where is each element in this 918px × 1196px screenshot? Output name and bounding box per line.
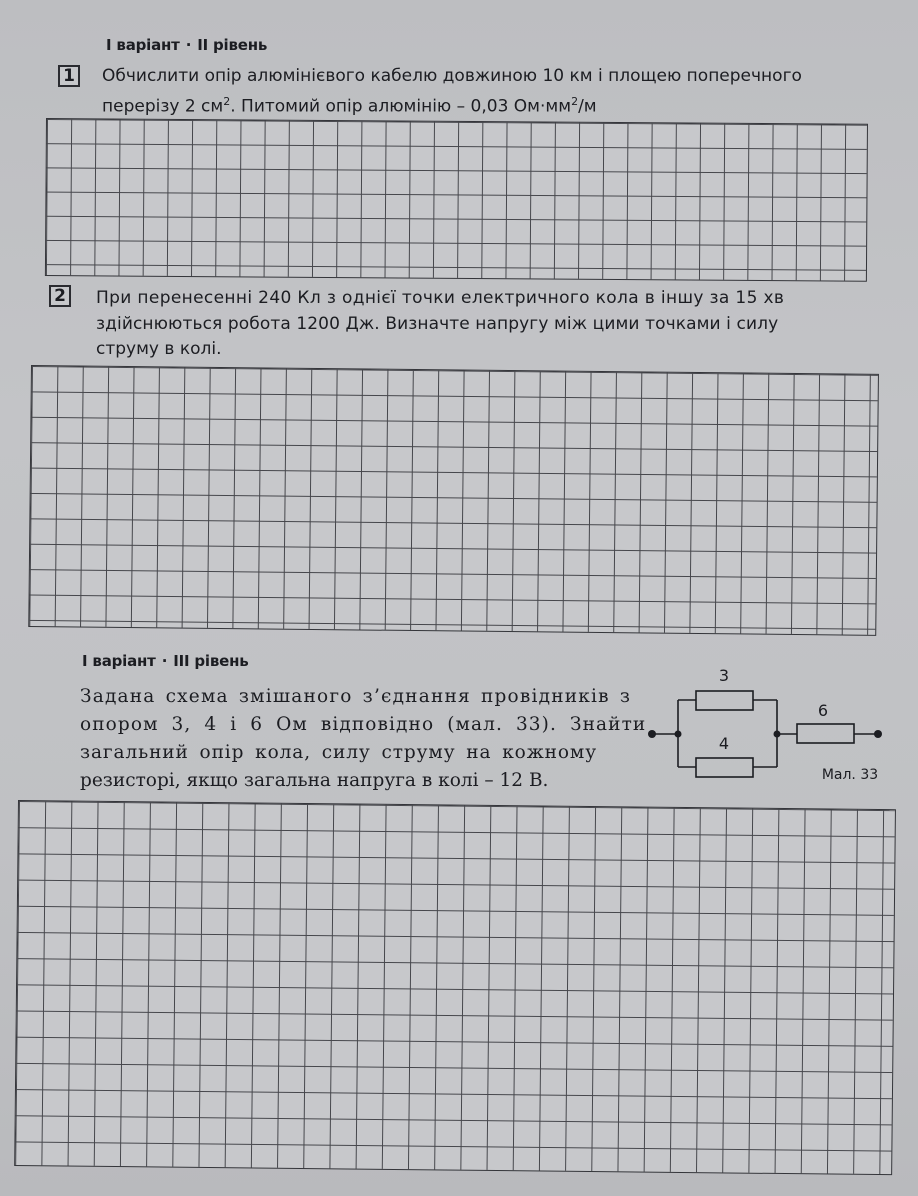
- task-2-line-1: При перенесенні 240 Кл з однієї точки електричного кола в іншу за 15 хв: [96, 288, 785, 308]
- resistor-6-label: 6: [817, 701, 829, 720]
- task-number-1: 1: [58, 65, 80, 87]
- task-1-text-b: . Питомий опір алюмінію – 0,03 Ом·мм: [230, 96, 572, 117]
- separator-dot: ·: [161, 652, 168, 670]
- answer-grid-1[interactable]: [45, 118, 868, 282]
- task-1-text-c: /м: [578, 96, 597, 117]
- task-3-line-4: резисторі, якщо загальна напруга в колі – 12 В.: [80, 770, 549, 791]
- task-3-line-2: опором 3, 4 і 6 Ом відповідно (мал. 33). Знайти: [80, 714, 647, 735]
- level-label: III рівень: [173, 652, 249, 670]
- answer-grid-2[interactable]: [28, 365, 879, 636]
- resistor-4: [696, 758, 753, 777]
- task-2-line-3: струму в колі.: [96, 339, 222, 359]
- resistor-6: [797, 724, 854, 743]
- variant-label: I варіант: [106, 36, 180, 54]
- junction-left-dot: [675, 731, 682, 738]
- resistor-4-label: 4: [718, 734, 730, 753]
- task-1-text-a: перерізу 2 см: [102, 96, 224, 117]
- superscript-2b: 2: [571, 95, 579, 108]
- separator-dot: ·: [185, 36, 192, 54]
- answer-grid-3[interactable]: [14, 800, 896, 1175]
- task-number-2: 2: [49, 285, 71, 307]
- terminal-right-dot: [874, 730, 882, 738]
- terminal-left-dot: [648, 730, 656, 738]
- task-3-line-3: загальний опір кола, силу струму на кожному: [80, 742, 597, 763]
- superscript-2: 2: [223, 95, 231, 108]
- resistor-3-label: 3: [718, 666, 730, 685]
- task-2-line-2: здійснюються робота 1200 Дж. Визначте напругу між цими точками і силу: [96, 314, 779, 334]
- circuit-diagram: [642, 660, 892, 790]
- section-heading-level-2: [106, 36, 267, 54]
- section-heading-level-3: [82, 652, 249, 670]
- task-3-line-1: Задана схема змішаного з’єднання провідників з: [80, 686, 632, 707]
- resistor-3: [696, 691, 753, 710]
- task-1-line-1: Обчислити опір алюмінієвого кабелю довжиною 10 км і площею поперечного: [102, 66, 802, 86]
- variant-label: I варіант: [82, 652, 156, 670]
- task-1-line-2: [102, 89, 597, 120]
- junction-right-dot: [774, 731, 781, 738]
- level-label: II рівень: [197, 36, 268, 54]
- figure-caption: Мал. 33: [821, 767, 879, 783]
